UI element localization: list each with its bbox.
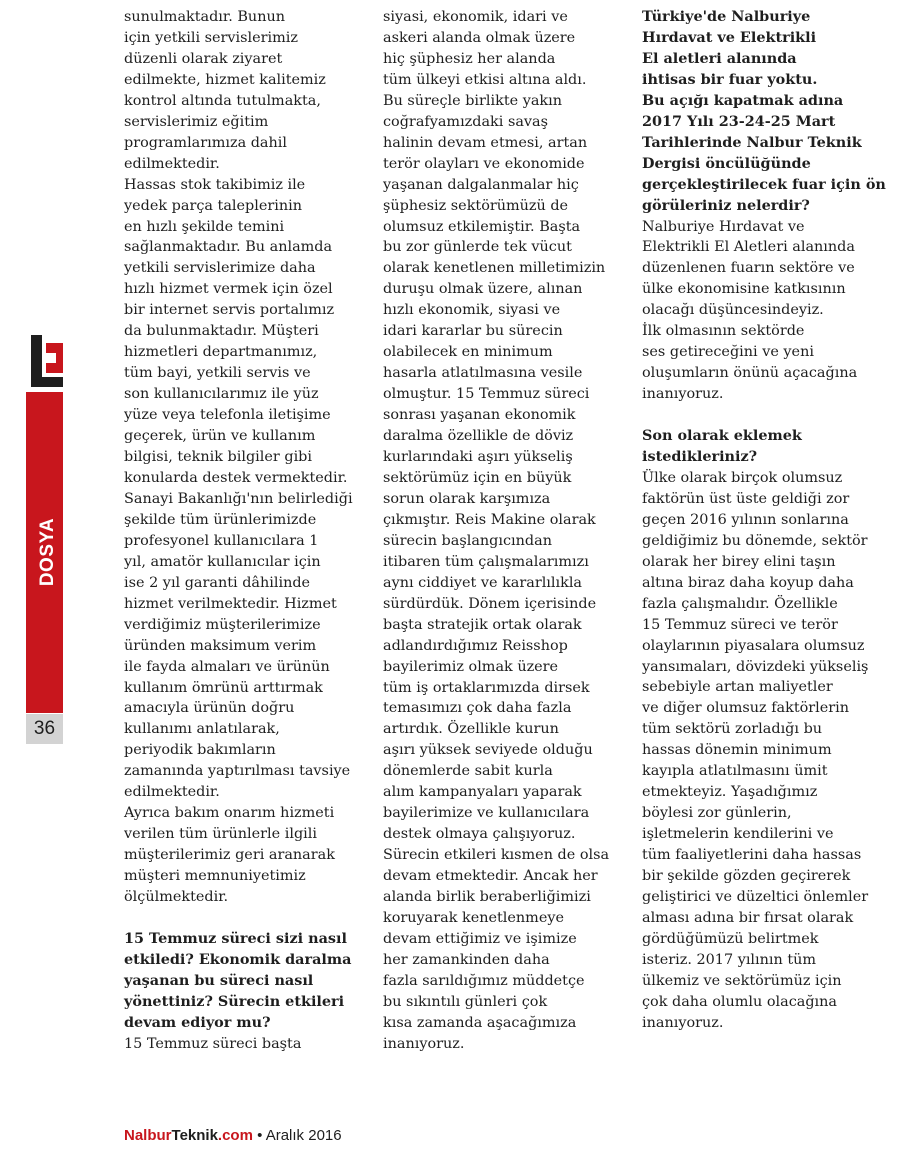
answer-fair (642, 217, 872, 406)
text-line: itibaren tüm çalışmalarımızı (383, 553, 589, 570)
text-line: ülke ekonomisine katkısının (642, 281, 846, 298)
text-line: alması adına bir fırsat olarak (642, 909, 854, 926)
text-line: yedek parça taleplerinin (124, 197, 302, 214)
text-line: tüm faaliyetlerini daha hassas (642, 847, 862, 864)
text-line: Bu açığı kapatmak adına (642, 91, 844, 109)
text-line: gerçekleştirilecek fuar için ön (642, 175, 886, 193)
article-column-3 (642, 7, 886, 1034)
text-line: yaşanan dalgalanmalar hiç (383, 176, 579, 193)
text-line: hiç şüphesiz her alanda (383, 50, 556, 67)
text-line: hasarla atlatılmasına vesile (383, 365, 583, 382)
text-line: inanıyoruz. (383, 1035, 465, 1052)
text-line: istedikleriniz? (642, 448, 758, 465)
text-line: böylesi zor günlerin, (642, 805, 792, 822)
text-line: servislerimiz eğitim (124, 113, 269, 130)
text-line: müşterilerimiz geri aranarak (124, 847, 335, 864)
text-line: tüm iş ortaklarımızda dirsek (383, 679, 590, 696)
text-line: artırdık. Özellikle kurun (383, 721, 559, 738)
footer-brand-nalbur: Nalbur (124, 1127, 172, 1144)
text-line: olarak kenetlenen milletimizin (383, 260, 606, 277)
text-line: olarak her birey elini taşın (642, 553, 836, 570)
text-line: çok daha olumlu olacağına (642, 993, 838, 1010)
text-line: şekilde tüm ürünlerimizde (124, 511, 317, 528)
nt-logo-icon (26, 333, 63, 391)
text-line: son kullanıcılarımız ile yüz (124, 386, 319, 403)
page-number: 36 (26, 714, 63, 744)
text-line: yıl, amatör kullanıcılar için (124, 553, 321, 570)
text-line: olabilecek en minimum (383, 344, 553, 361)
text-line: en hızlı şekilde temini (124, 218, 285, 235)
text-line: bayilerimiz olmak üzere (383, 658, 559, 675)
text-line: periyodik bakımların (124, 742, 276, 759)
text-line: Hassas stok takibimiz ile (124, 176, 306, 193)
text-line: kayıpla atlatılmasını ümit (642, 763, 828, 780)
text-line: programlarımıza dahil (124, 134, 287, 151)
text-line: sektörümüz için en büyük (383, 469, 572, 486)
text-line: 15 Temmuz süreci sizi nasıl (124, 929, 347, 947)
text-line: sürdürdük. Dönem içerisinde (383, 595, 597, 612)
text-line: kullanım ömrünü arttırmak (124, 679, 323, 696)
text-line: geldiğimiz bu dönemde, sektör (642, 532, 868, 549)
text-line: idari kararlar bu sürecin (383, 323, 563, 340)
text-line: devam ediyor mu? (124, 1013, 271, 1031)
text-line: olacağı düşüncesindeyiz. (642, 302, 824, 319)
text-line: müşteri memnuniyetimiz (124, 868, 306, 885)
text-line: El aletleri alanında (642, 49, 797, 67)
footer-brand-teknik: Teknik (171, 1127, 218, 1144)
text-line: Nalburiye Hırdavat ve (642, 218, 805, 235)
text-line: bu sıkıntılı günleri çok (383, 993, 548, 1010)
text-line: koruyarak kenetlenmeye (383, 909, 564, 926)
text-line: alanda birlik beraberliğimizi (383, 889, 591, 906)
column-1-body (124, 7, 353, 908)
text-line: verilen tüm ürünlerle ilgili (124, 826, 317, 843)
text-line: ses getireceğini ve yeni (642, 344, 814, 361)
text-line: çıkmıştır. Reis Makine olarak (383, 511, 596, 528)
text-line: Tarihlerinde Nalbur Teknik (642, 133, 862, 151)
text-line: Türkiye'de Nalburiye (642, 8, 811, 25)
text-line: devam etmektedir. Ancak her (383, 868, 598, 885)
text-line: edilmekte, hizmet kalitemiz (124, 71, 326, 88)
answer-closing (642, 468, 872, 1034)
question-fair (642, 7, 886, 217)
text-line: ölçülmektedir. (124, 889, 229, 906)
text-line: başta stratejik ortak olarak (383, 616, 582, 633)
text-line: konularda destek vermektedir. (124, 469, 348, 486)
text-line: altına biraz daha koyup daha (642, 574, 854, 591)
text-line: Elektrikli El Aletleri alanında (642, 239, 855, 256)
text-line: destek olmaya çalışıyoruz. (383, 826, 576, 843)
text-line: İlk olmasının sektörde (642, 323, 805, 340)
text-line: tüm bayi, yetkili servis ve (124, 365, 311, 382)
text-line: ise 2 yıl garanti dâhilinde (124, 574, 311, 591)
text-line: tüm sektörü zorladığı bu (642, 721, 823, 738)
text-line: fazla çalışmalıdır. Özellikle (642, 595, 838, 612)
text-line: olmuştur. 15 Temmuz süreci (383, 386, 590, 403)
text-line: kullanımı anlatılarak, (124, 721, 280, 738)
text-line: tüm ülkeyi etkisi altına aldı. (383, 71, 587, 88)
text-line: şüphesiz sektörümüzü de (383, 197, 569, 214)
text-line: düzenlenen fuarın sektöre ve (642, 260, 855, 277)
text-line: yansımaları, dövizdeki yükseliş (642, 658, 869, 675)
text-line: duruşu olmak üzere, alınan (383, 281, 583, 298)
text-line: profesyonel kullanıcılara 1 (124, 532, 319, 549)
text-line: hizmet verilmektedir. Hizmet (124, 595, 337, 612)
text-line: bilgisi, teknik bilgiler gibi (124, 449, 312, 466)
text-line: fazla sarıldığımız müddetçe (383, 972, 585, 989)
text-line: bu zor günlerde tek vücut (383, 239, 572, 256)
footer-brand-com: .com (217, 1127, 253, 1144)
text-line: edilmektedir. (124, 784, 220, 801)
text-line: geçen 2016 yılının sonlarına (642, 511, 849, 528)
text-line: her zamankinden daha (383, 951, 550, 968)
text-line: ile fayda almaları ve ürünün (124, 658, 330, 675)
text-line: 2017 Yılı 23-24-25 Mart (642, 112, 836, 130)
text-line: için yetkili servislerimiz (124, 29, 298, 46)
text-line: devam ettiğimiz ve işimize (383, 930, 577, 947)
text-line: Sanayi Bakanlığı'nın belirlediği (124, 490, 353, 507)
text-line: Ülke olarak birçok olumsuz (642, 469, 843, 486)
text-line: inanıyoruz. (642, 386, 724, 403)
answer-temmuz-start: 15 Temmuz süreci başta (124, 1035, 302, 1052)
text-line: adlandırdığımız Reisshop (383, 637, 568, 654)
text-line: dönemlerde sabit kurla (383, 763, 553, 780)
text-line: halinin devam etmesi, artan (383, 134, 588, 151)
text-line: gördüğümüzü belirtmek (642, 930, 819, 947)
text-line: 15 Temmuz süreci ve terör (642, 616, 838, 633)
text-line: geçerek, ürün ve kullanım (124, 428, 316, 445)
text-line: görüleriniz nelerdir? (642, 196, 810, 214)
text-line: düzenli olarak ziyaret (124, 50, 283, 67)
text-line: kontrol altında tutulmakta, (124, 92, 321, 109)
column-2-body (383, 7, 613, 1055)
footer (124, 1127, 342, 1144)
text-line: Sürecin etkileri kısmen de olsa (383, 847, 610, 864)
text-line: Bu süreçle birlikte yakın (383, 92, 563, 109)
text-line: hızlı hizmet vermek için özel (124, 281, 333, 298)
text-line: zamanında yaptırılması tavsiye (124, 763, 351, 780)
question-closing (642, 426, 872, 468)
text-line: verdiğimiz müşterilerimize (124, 616, 321, 633)
text-line: amacıyla ürünün doğru (124, 700, 295, 717)
footer-separator: • (257, 1127, 263, 1144)
text-line: daralma özellikle de döviz (383, 428, 574, 445)
text-line: sunulmaktadır. Bunun (124, 9, 286, 25)
text-line: oluşumların önünü açacağına (642, 365, 858, 382)
text-line: hizmetleri departmanımız, (124, 344, 318, 361)
text-line: ülkemiz ve sektörümüz için (642, 972, 842, 989)
article-column-2 (383, 7, 613, 1055)
text-line: Dergisi öncülüğünde (642, 154, 811, 172)
text-line: yönettiniz? Sürecin etkileri (124, 992, 345, 1010)
text-line: olumsuz etkilemiştir. Başta (383, 218, 581, 235)
text-line: sonrası yaşanan ekonomik (383, 407, 576, 424)
text-line: yetkili servislerimize daha (124, 260, 316, 277)
text-line: bayilerimize ve kullanıcılara (383, 805, 590, 822)
text-line: olaylarının piyasalara olumsuz (642, 637, 865, 654)
section-label: DOSYA (37, 517, 58, 587)
text-line: ihtisas bir fuar yoktu. (642, 70, 818, 88)
text-line: aşırı yüksek seviyede olduğu (383, 742, 593, 759)
text-line: işletmelerin kendilerini ve (642, 826, 834, 843)
text-line: ve diğer olumsuz faktörlerin (642, 700, 850, 717)
text-line: üründen maksimum verim (124, 637, 317, 654)
question-temmuz (124, 929, 352, 1034)
text-line: bir şekilde gözden geçirerek (642, 868, 851, 885)
text-line: siyasi, ekonomik, idari ve (383, 9, 568, 25)
text-line: yaşanan bu süreci nasıl (124, 971, 314, 989)
text-line: inanıyoruz. (642, 1014, 724, 1031)
text-line: alım kampanyaları yaparak (383, 784, 582, 801)
text-line: yüze veya telefonla iletişime (124, 407, 331, 424)
text-line: sağlanmaktadır. Bu anlamda (124, 239, 333, 256)
text-line: faktörün üst üste geldiği zor (642, 490, 850, 507)
text-line: sürecin başlangıcından (383, 532, 552, 549)
text-line: bir internet servis portalımız (124, 302, 335, 319)
text-line: kurlarındaki aşırı yükseliş (383, 449, 573, 466)
text-line: da bulunmaktadır. Müşteri (124, 323, 319, 340)
text-line: etmekteyiz. Yaşadığımız (642, 784, 818, 801)
text-line: Ayrıca bakım onarım hizmeti (124, 805, 335, 822)
text-line: edilmektedir. (124, 155, 220, 172)
text-line: askeri alanda olmak üzere (383, 29, 576, 46)
text-line: temasımızı çok daha fazla (383, 700, 572, 717)
footer-date: Aralık 2016 (265, 1127, 342, 1144)
text-line: sorun olarak karşımıza (383, 490, 551, 507)
article-column-1 (124, 7, 353, 1055)
text-line: hassas dönemin minimum (642, 742, 832, 759)
text-line: terör olayları ve ekonomide (383, 155, 585, 172)
text-line: kısa zamanda aşacağımıza (383, 1014, 577, 1031)
text-line: sebebiyle artan maliyetler (642, 679, 833, 696)
text-line: hızlı ekonomik, siyasi ve (383, 302, 561, 319)
text-line: geliştirici ve düzeltici önlemler (642, 889, 869, 906)
text-line: etkiledi? Ekonomik daralma (124, 950, 352, 968)
text-line: aynı ciddiyet ve kararlılıkla (383, 574, 583, 591)
text-line: Son olarak eklemek (642, 427, 802, 445)
text-line: coğrafyamızdaki savaş (383, 113, 549, 130)
text-line: Hırdavat ve Elektrikli (642, 28, 817, 46)
text-line: isteriz. 2017 yılının tüm (642, 951, 817, 968)
